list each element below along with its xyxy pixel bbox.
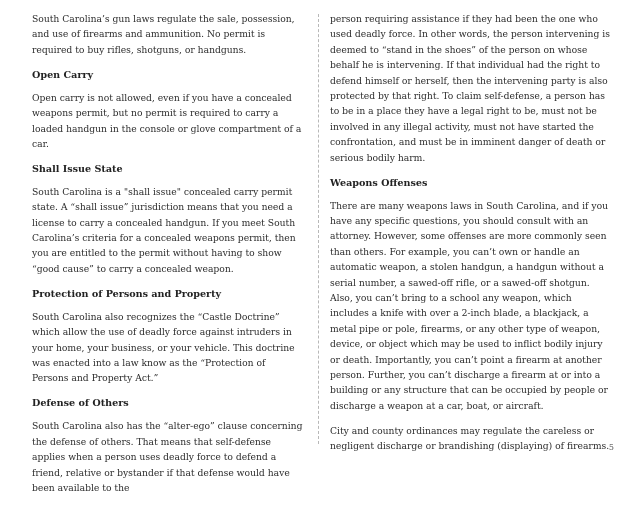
defense-paragraph: South Carolina also has the “alter-ego” clause concerning the defense of others. That means that self-defense applies when a person uses deadly force to defend a friend, relative or bystander if that defense would have been available to the (32, 421, 303, 494)
left-column (32, 12, 304, 506)
shall-issue-paragraph: South Carolina is a "shall issue" concealed carry permit state. A “shall issue” jurisdiction means that you need a license to carry a concealed handgun. If you meet South Carolina’s criteria for a concealed weapons permit, then you are entitled to the permit without having to show “good cause” to carry a concealed weapon. (32, 186, 296, 275)
weapons-offenses-paragraph: There are many weapons laws in South Carolina, and if you have any specific questions, you should consult with an attorney. However, some offenses are more commonly seen than others. For example, you can’t own or handle an automatic weapon, a stolen handgun, a handgun without a serial number, a sawed-off rifle, or a sawed-off shotgun. Also, you can’t bring to a school any weapon, which includes a knife with over a 2-inch blade, a blackjack, a metal pipe or pole, firearms, or any other type of weapon, device, or object which may be used to inflict bodily injury or death. Importantly, you can’t point a firearm at another person. Further, you can’t discharge a firearm at or into a building or any structure that can be occupied by people or discharge a weapon at a car, boat, or aircraft. (330, 200, 609, 412)
right-column (330, 12, 610, 464)
protection-heading: Protection of Persons and Property (32, 288, 222, 300)
city-ordinances-paragraph: City and county ordinances may regulate the careless or negligent discharge or brandishing (displaying) of firearms. (330, 425, 610, 453)
open-carry-paragraph: Open carry is not allowed, even if you have a concealed weapons permit, but no permit is required to carry a loaded handgun in the console or glove compartment of a car. (32, 92, 302, 150)
protection-paragraph: South Carolina also recognizes the “Castle Doctrine” which allow the use of deadly force against intruders in your home, your business, or your vehicle. This doctrine was enacted into a law know as the “Protection of Persons and Property Act.” (32, 311, 295, 385)
column-divider (318, 14, 319, 444)
weapons-offenses-heading: Weapons Offenses (330, 177, 428, 189)
shall-issue-heading: Shall Issue State (32, 163, 123, 175)
intro-paragraph: South Carolina’s gun laws regulate the sale, possession, and use of firearms and ammunition. No permit is required to buy rifles, shotguns, or handguns. (32, 14, 295, 56)
page-number: 5 (608, 443, 614, 452)
continued-paragraph: person requiring assistance if they had been the one who used deadly force. In other words, the person intervening is deemed to “stand in the shoes” of the person on whose behalf he is intervening. If that individual had the right to defend himself or herself, then the intervening party is also protected by that right. To claim self-defense, a person has to be in a place they have a legal right to be, must not be involved in any illegal activity, must not have started the confrontation, and must be in imminent danger of death or serious bodily harm. (330, 14, 610, 164)
open-carry-heading: Open Carry (32, 69, 94, 81)
defense-heading: Defense of Others (32, 398, 129, 410)
